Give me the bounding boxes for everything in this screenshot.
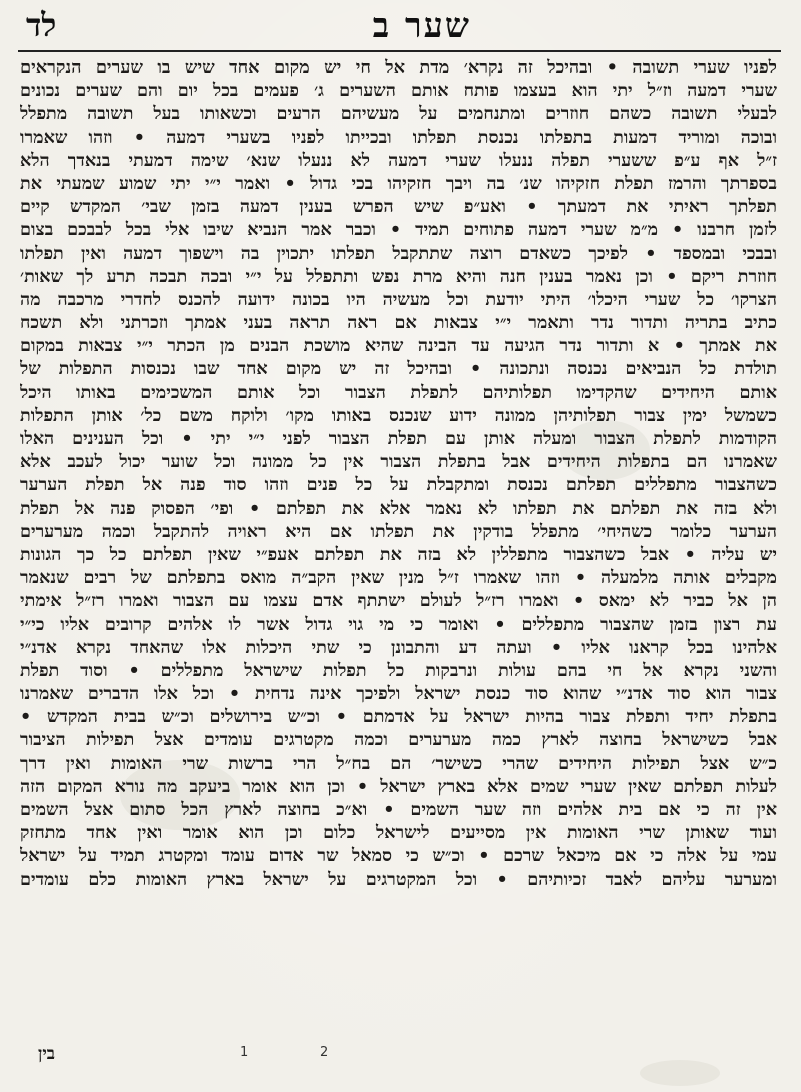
text-line: לפניו שערי תשובה • ובהיכל זה נקרא׳ מדת אל חי יש מקום אחד שיש בו שערים הנקראים bbox=[20, 57, 777, 78]
text-line: הקודמות לתפלת הצבור ומעלה אותן עם תפלת הצבור לפני י״י יתי • וכל הענינים האלו bbox=[20, 428, 777, 449]
text-line: חוזרת ריקם • וכן נאמר בענין חנה והיא מרת נפש ותתפלל על י״י ובכה תבכה תרע לך שאות׳ bbox=[20, 265, 777, 287]
text-line: ובוכה ומוריד דמעות בתפלתו נכנסת תפלתו ובכייתו לפניו בשערי דמעה • וזהו שאמרו bbox=[20, 126, 777, 148]
text-line: אותם היחידים שהקדימו תפלותיהם לתפלת הצבור וכל אותם המשכימים באותו היכל bbox=[20, 381, 777, 403]
page-number: לד bbox=[26, 6, 57, 44]
text-line: אבל כשישראל בחוצה לארץ כמה מערערים וכמה מקטרגים עומדים אצל תפילות הציבור bbox=[20, 729, 777, 751]
text-line: ולא בזה את תפלתם את תפלתו לא נאמר אלא את תפלתם • ופי׳ הפסוק פנה אל תפלת bbox=[20, 497, 777, 519]
section-title: שער ב bbox=[372, 6, 471, 46]
text-line: הן אל כביר לא ימאס • ואמרו רז״ל לעולם ישתתף אדם עצמו עם הצבור ואמרו רז״ל אימתי bbox=[20, 590, 777, 612]
text-line: תולדת כל הנביאים נכנסה ונתכונה • ובהיכל זה יש מקום אחד שבו נכנסות התפלות של bbox=[20, 358, 777, 380]
text-line: ובבכי ובמספד • לפיכך כשאדם רוצה שתתקבל תפלתו יתכוין בה וישפוך דמעה ואין תפלתו bbox=[20, 242, 777, 264]
text-line: תפלתך ראיתי את דמעתך • ואע״פ שיש הפרש בענין דמעה בזמן שבי׳ המקדש קיים bbox=[20, 196, 777, 218]
text-line: בתפלת יחיד ותפלת צבור בהיות ישראל על אדמתם • וכ״ש בירושלים וכ״ש בבית המקדש • bbox=[20, 706, 777, 728]
text-line: יש עליה • אבל כשהצבור מתפללין לא בזה את תפלתם אעפ״י שאין תפלתם כל כך הגונות bbox=[20, 543, 777, 565]
text-line: ועוד שאותן שרי האומות אין מסייעים לישראל כלום וכן הוא אומר ואין אחד מתחזק bbox=[20, 822, 777, 844]
text-line: לבעלי תשובה כשהם חוזרים ומתנחמים על מעשיהם הרעים וכשאותו בעל תשובה מתפלל bbox=[20, 103, 777, 125]
text-line: את אמתך • א ותדור נדר הגיעה עד הבינה שהיא מושכת הבנים מן הכתר י״י צבאות במקום bbox=[20, 335, 777, 357]
signature-mark-left: 1 bbox=[240, 1045, 249, 1060]
text-line: כשמשל ימין צבור תפלותיהן ממונה ידוע שנכנס באותו מקו׳ ולוקח משם כל׳ אותן התפלות bbox=[20, 404, 777, 426]
text-line: הערער כלומר כשהיחי׳ מתפלל בודקין את תפלתו אם היא ראויה להתקבל וכמה מערערים bbox=[20, 520, 777, 542]
text-line: הצרקו׳ כל שערי היכלו׳ היתי יודעת וכל מעשיה היו בכונה ידועה להכנס לחדרי מרכבה מה bbox=[20, 288, 777, 310]
text-line: מקבלים אותה מלמעלה • וזהו שאמרו ז״ל מנין שאין הקב״ה מואס בתפלתם של רבים שנאמר bbox=[20, 567, 777, 589]
text-line: צבור הוא סוד אדנ״י שהוא סוד כנסת ישראל ולפיכך אינה נדחית • וכל אלו הדברים שאמרנו bbox=[20, 683, 777, 705]
header-rule bbox=[18, 50, 781, 52]
text-line: ומערער עליהם לאבד זכיותיהם • וכל המקטרגים על ישראל בארץ האומות כלם עומדים bbox=[20, 868, 777, 890]
text-line: אלהינו בכל קראנו אליו • ועתה דע והתבונן כי שתי היכלות אלו שהאחד נקרא אדנ״י bbox=[20, 636, 777, 658]
text-line: שאמרנו הם בתפלות היחידים אבל בתפלת הצבור אין כל ממונה וכל שוער יכול לעכב אלא bbox=[20, 451, 777, 473]
page-header bbox=[26, 6, 779, 54]
text-line: והשני נקרא אל חי בהם עולות ונרבקות כל תפלות שישראל מתפללים • וסוד תפלת bbox=[20, 659, 777, 681]
main-text-block bbox=[20, 56, 777, 891]
text-line: לזמן חרבנו • מ״מ שערי דמעה פתוחים תמיד • וכבר אמר הנביא שיבו אלי בכל לבבכם בצום bbox=[20, 219, 777, 241]
signature-mark-right: 2 bbox=[320, 1045, 329, 1060]
text-line: עת רצון בזמן שהצבור מתפללים • ואומר כי מי גוי גדול אשר לו אלהים קרובים אליו כי״י bbox=[20, 613, 777, 635]
text-line: כ״ש אצל תפילות היחידים שהרי כשישר׳ הם בח״ל הרי ברשות שרי האומות ואין דרך bbox=[20, 752, 777, 774]
text-line: כשהצבור מתפללים תפלתם נכנסת ומתקבלת על כל פנים וזהו סוד פנה אל תפלת הערער bbox=[20, 474, 777, 496]
text-line: אין זה כי אם בית אלהים וזה שער השמים • וא״כ בחוצה לארץ הכל סתום אצל השמים bbox=[20, 799, 777, 820]
text-line: עמי על אלה כי אם מיכאל שרכם • וכ״ש כי סמאל שר אדום עומד ומקטרג תמיד על ישראל bbox=[20, 845, 777, 867]
text-line: לעלות תפלתם שאין שערי שמים אלא בארץ ישראל • וכן הוא אומר ביעקב מה נורא המקום הזה bbox=[20, 775, 777, 797]
text-line: ז״ל אף ע״פ ששערי תפלה ננעלו שערי דמעה לא ננעלו שנא׳ שימה דמעתי בנאדך הלא bbox=[20, 149, 777, 171]
paper-stain bbox=[640, 1060, 720, 1086]
catchword: בין bbox=[38, 1044, 55, 1064]
text-line: כתיב בתריה ותדור נדר ותאמר י״י צבאות אם ראה תראה בעני אמתך וזכרתני ולא תשכח bbox=[20, 312, 777, 334]
text-line: בספרתך והרמז תפלת חזקיהו שנ׳ בה ויבך חזקיהו בכי גדול • ואמר י״י יתי שמוע שמעתי את bbox=[20, 172, 777, 194]
text-line: שערי דמעה וז״ל יתי הוא בעצמו פותח אותם השערים ג׳ פעמים בכל יום והם שערים נכונים bbox=[20, 80, 777, 102]
